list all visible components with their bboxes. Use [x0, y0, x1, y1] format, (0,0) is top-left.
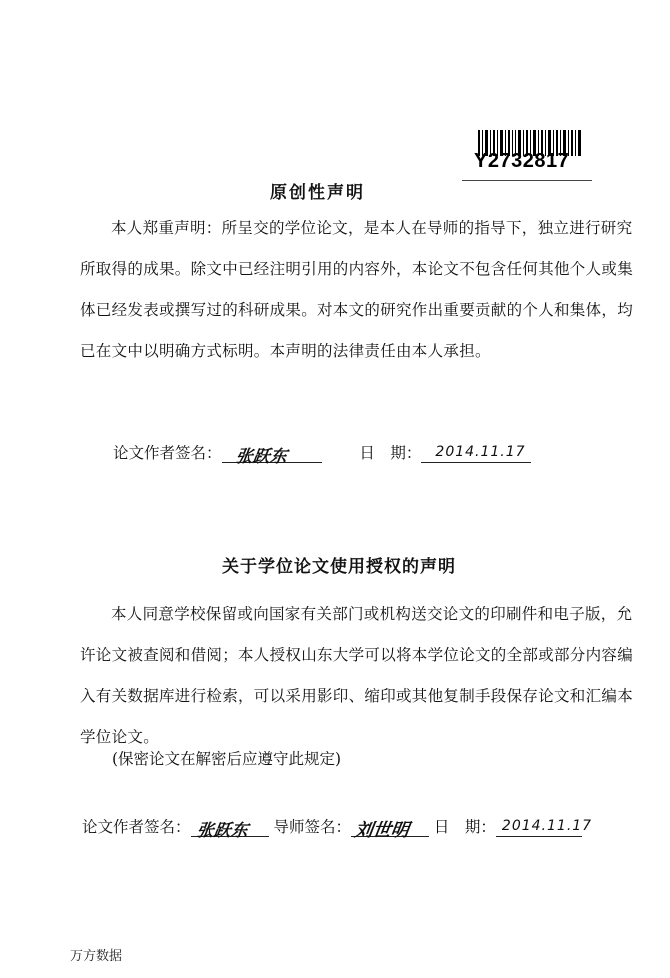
advisor-signature-field	[351, 816, 429, 841]
date-field	[421, 442, 531, 463]
declaration-body: 本人郑重声明：所呈交的学位论文，是本人在导师的指导下，独立进行研究所取得的成果。除文中已经注明引用的内容外，本论文不包含任何其他个人或集体已经发表或撰写过的科研成果。对本文的研究作出重要贡献的个人和集体，均已在文中以明确方式标明。本声明的法律责任由本人承担。	[80, 219, 634, 360]
barcode-stamp	[470, 126, 588, 180]
date-value: 2014.11.17	[501, 818, 593, 834]
footer-watermark: 万方数据	[70, 949, 123, 964]
author-signature-label: 论文作者签名：	[82, 818, 191, 836]
author-signature-field	[191, 816, 269, 841]
advisor-signature: 刘世明	[353, 820, 411, 841]
authorization-title: 关于学位论文使用授权的声明	[222, 557, 456, 577]
date-label: 日 期：	[433, 818, 496, 836]
authorization-body: 本人同意学校保留或向国家有关部门或机构送交论文的印刷件和电子版，允许论文被查阅和借阅；本人授权山东大学可以将本学位论文的全部或部分内容编入有关数据库进行检索，可以采用影印、缩印或其他复制手段保存论文和汇编本学位论文。	[80, 605, 634, 746]
barcode-number: Y2732817	[474, 150, 570, 172]
declaration-signature-row	[113, 441, 531, 467]
date-value: 2014.11.17	[435, 444, 526, 460]
author-signature: 张跃东	[194, 821, 249, 841]
advisor-signature-label: 导师签名：	[273, 818, 351, 836]
date-label: 日 期：	[359, 444, 422, 462]
date-field	[496, 816, 593, 837]
declaration-title: 原创性声明	[270, 183, 365, 203]
author-signature-label: 论文作者签名：	[113, 444, 222, 462]
stamp-divider	[462, 180, 592, 181]
confidential-note: (保密论文在解密后应遵守此规定)	[112, 750, 342, 768]
author-signature-field	[222, 442, 322, 467]
author-signature: 张跃东	[233, 447, 288, 467]
authorization-signature-row	[82, 815, 593, 841]
